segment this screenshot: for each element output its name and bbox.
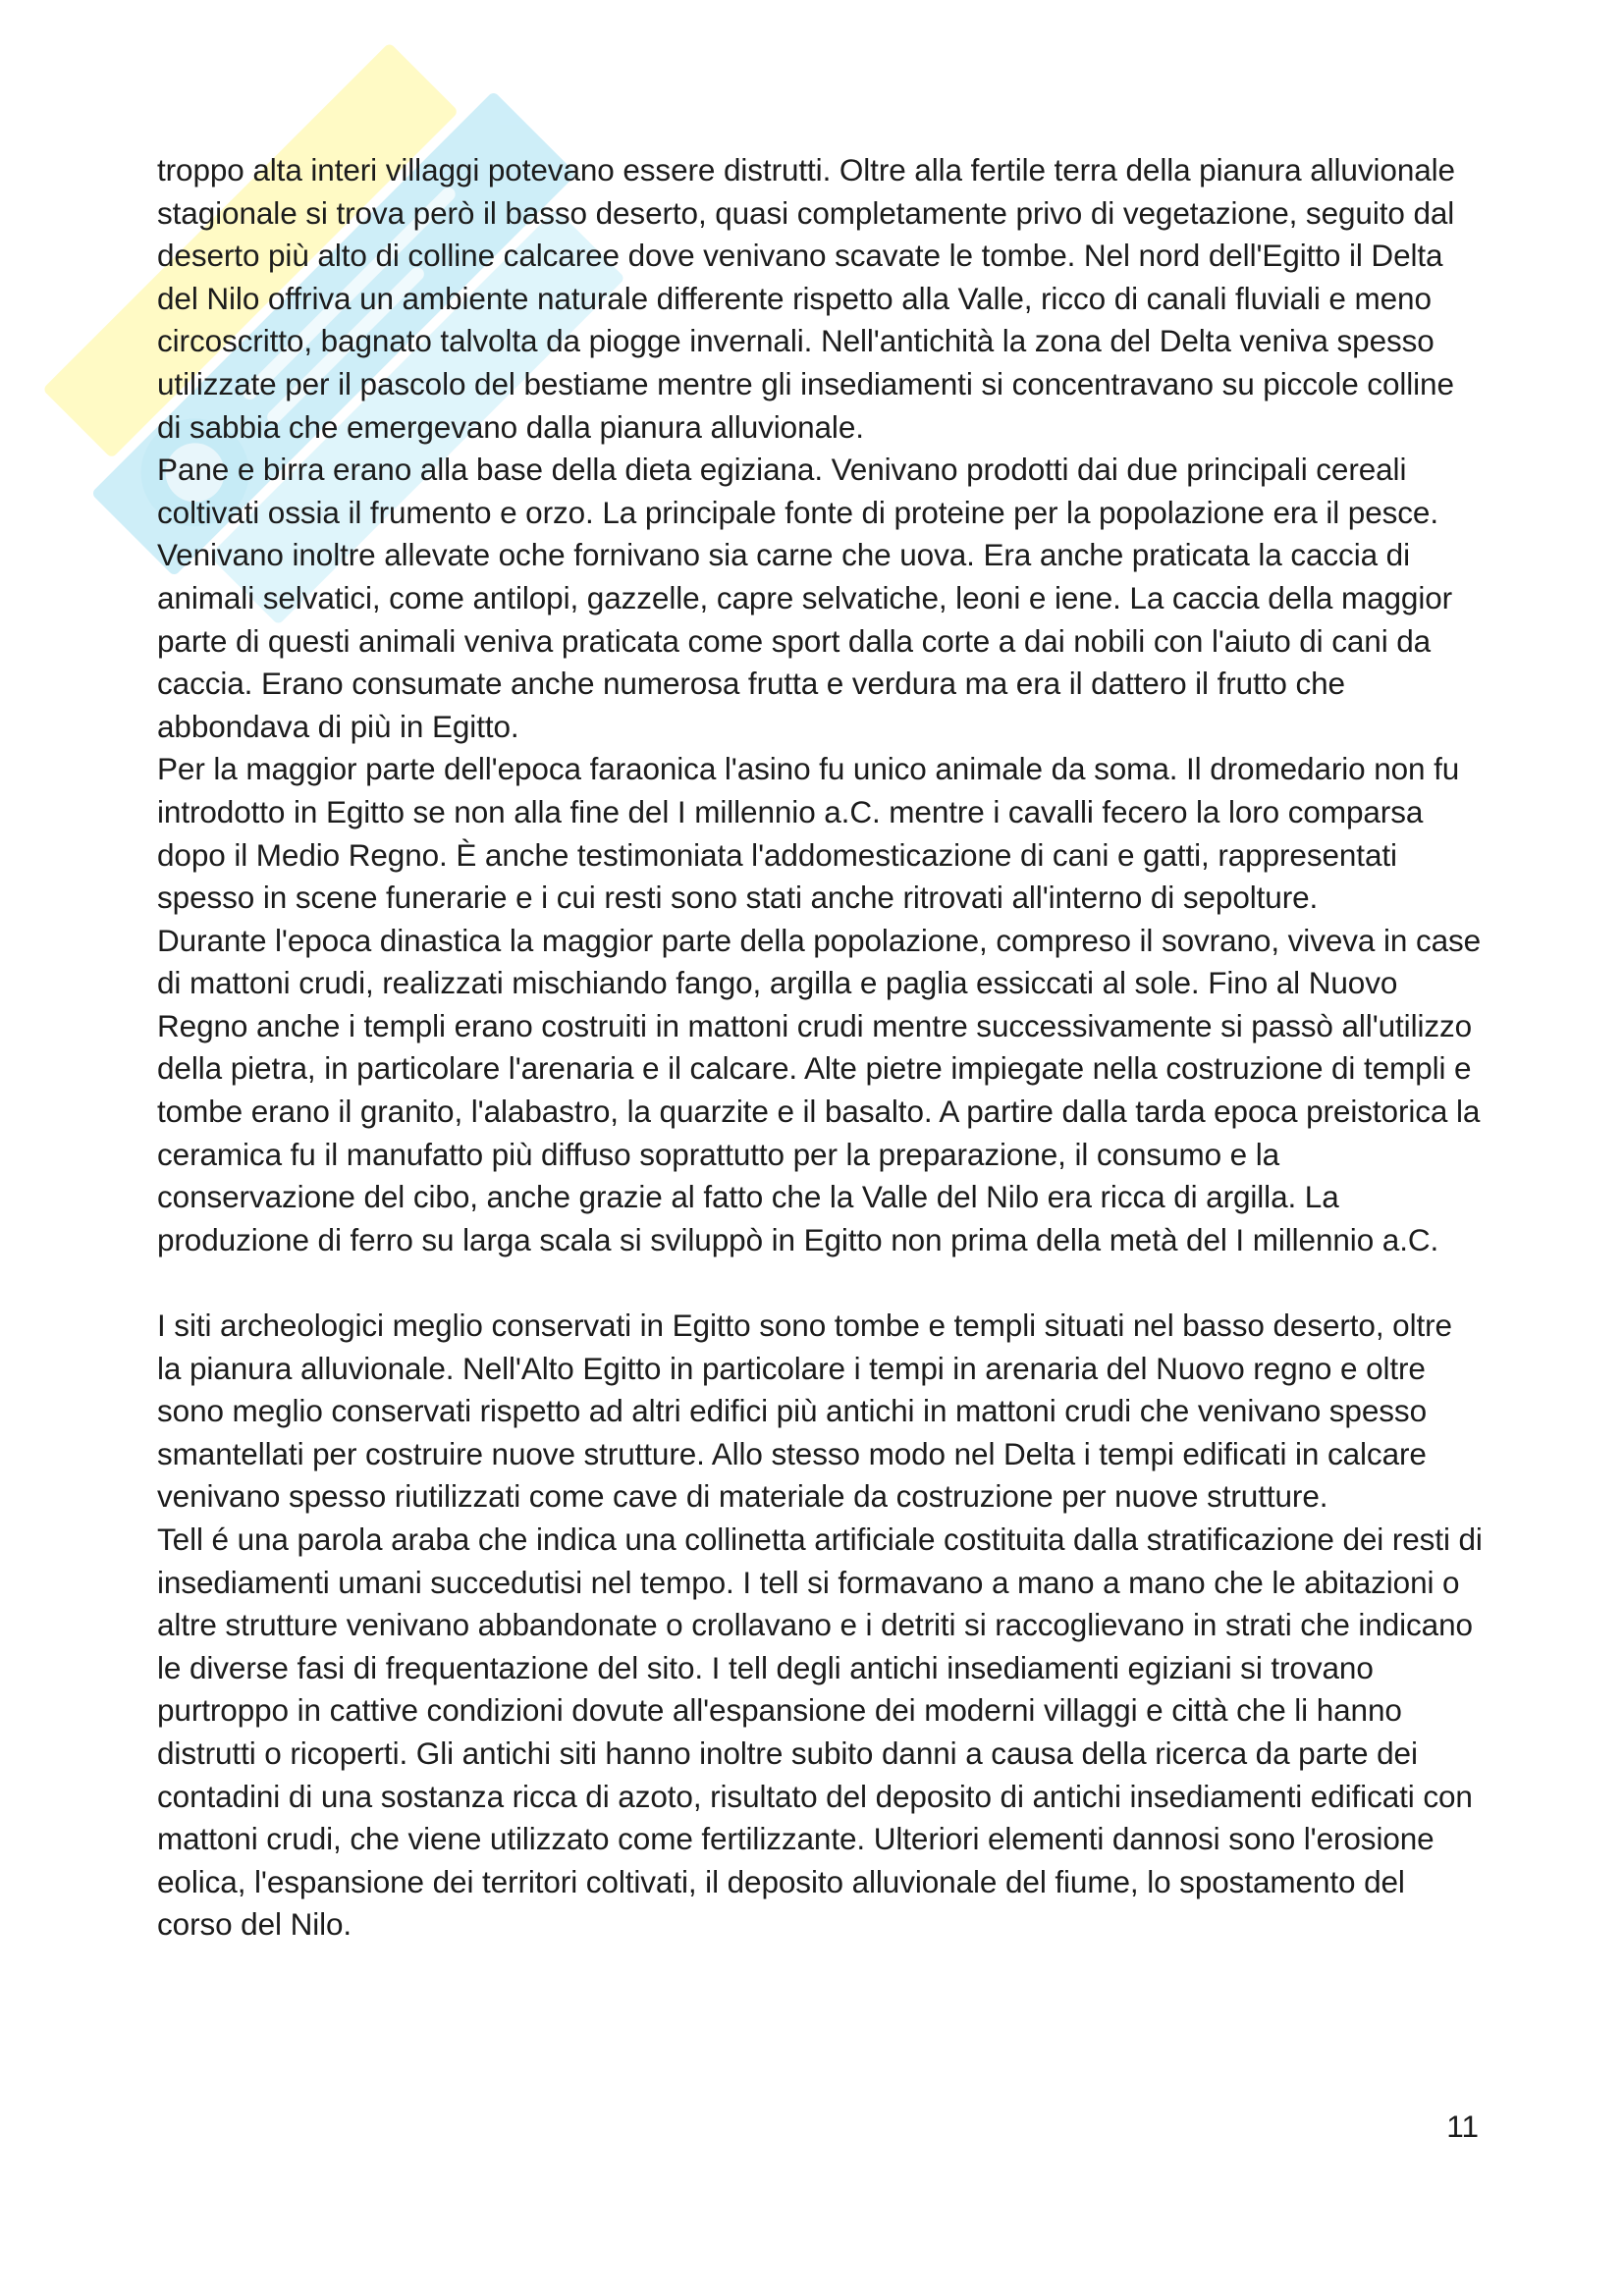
paragraph-tell: Tell é una parola araba che indica una collinetta artificiale costituita dalla stratificazione dei resti di insediamenti umani succedutisi nel tempo. I tell si formavano a mano a mano che le abitazioni o altre strutture venivano abbandonate o crollavano e i detriti si raccoglievano in strati che indicano le diverse fasi di frequentazione del sito. I tell degli antichi insediamenti egiziani si trovano purtroppo in cattive condizioni dovute all'espansione dei moderni villaggi e città che li hanno distrutti o ricoperti. Gli antichi siti hanno inoltre subito danni a causa della ricerca da parte dei contadini di una sostanza ricca di azoto, risultato del deposito di antichi insediamenti edificati con mattoni crudi, che viene utilizzato come fertilizzante. Ulteriori elementi dannosi sono l'erosione eolica, l'espansione dei territori coltivati, il deposito alluvionale del fiume, lo spostamento del corso del Nilo. (157, 1522, 1483, 1943)
paragraph-diet: Pane e birra erano alla base della dieta egiziana. Venivano prodotti dai due principali cereali coltivati ossia il frumento e orzo. La principale fonte di proteine per la popolazione era il pesce. Venivano inoltre allevate oche fornivano sia carne che uova. Era anche praticata la caccia di animali selvatici, come antilopi, gazzelle, capre selvatiche, leoni e iene. La caccia della maggior parte di questi animali veniva praticata come sport dalla corte a dai nobili con l'aiuto di cani da caccia. Erano consumate anche numerosa frutta e verdura ma era il dattero il frutto che abbondava di più in Egitto. (157, 452, 1453, 744)
paragraph-archaeological-sites: I siti archeologici meglio conservati in Egitto sono tombe e templi situati nel basso deserto, oltre la pianura alluvionale. Nell'Alto Egitto in particolare i tempi in arenaria del Nuovo regno e oltre sono meglio conservati rispetto ad altri edifici più antichi in mattoni crudi che venivano spesso smantellati per costruire nuove strutture. Allo stesso modo nel Delta i tempi edificati in calcare venivano spesso riutilizzati come cave di materiale da costruzione per nuove strutture. (157, 1308, 1452, 1515)
paragraph-animals: Per la maggior parte dell'epoca faraonica l'asino fu unico animale da soma. Il dromedario non fu introdotto in Egitto se non alla fine del I millennio a.C. mentre i cavalli fecero la loro comparsa dopo il Medio Regno. È anche testimoniata l'addomesticazione di cani e gatti, rappresentati spesso in scene funerarie e i cui resti sono stati anche ritrovati all'interno di sepolture. (157, 751, 1460, 916)
paragraph-spacer (157, 1261, 1483, 1305)
document-body (157, 149, 1483, 1947)
page-number: 11 (1446, 2109, 1479, 2144)
paragraph-nile-landscape: troppo alta interi villaggi potevano essere distrutti. Oltre alla fertile terra della pianura alluvionale stagionale si trova però il basso deserto, quasi completamente privo di vegetazione, seguito dal deserto più alto di colline calcaree dove venivano scavate le tombe. Nel nord dell'Egitto il Delta del Nilo offriva un ambiente naturale differente rispetto alla Valle, ricco di canali fluviali e meno circoscritto, bagnato talvolta da piogge invernali. Nell'antichità la zona del Delta veniva spesso utilizzate per il pascolo del bestiame mentre gli insediamenti si concentravano su piccole colline di sabbia che emergevano dalla pianura alluvionale. (157, 152, 1455, 445)
paragraph-materials: Durante l'epoca dinastica la maggior parte della popolazione, compreso il sovrano, viveva in case di mattoni crudi, realizzati mischiando fango, argilla e paglia essiccati al sole. Fino al Nuovo Regno anche i templi erano costruiti in mattoni crudi mentre successivamente si passò all'utilizzo della pietra, in particolare l'arenaria e il calcare. Alte pietre impiegate nella costruzione di templi e tombe erano il granito, l'alabastro, la quarzite e il basalto. A partire dalla tarda epoca preistorica la ceramica fu il manufatto più diffuso soprattutto per la preparazione, il consumo e la conservazione del cibo, anche grazie al fatto che la Valle del Nilo era ricca di argilla. La produzione di ferro su larga scala si sviluppò in Egitto non prima della metà del I millennio a.C. (157, 922, 1482, 1257)
